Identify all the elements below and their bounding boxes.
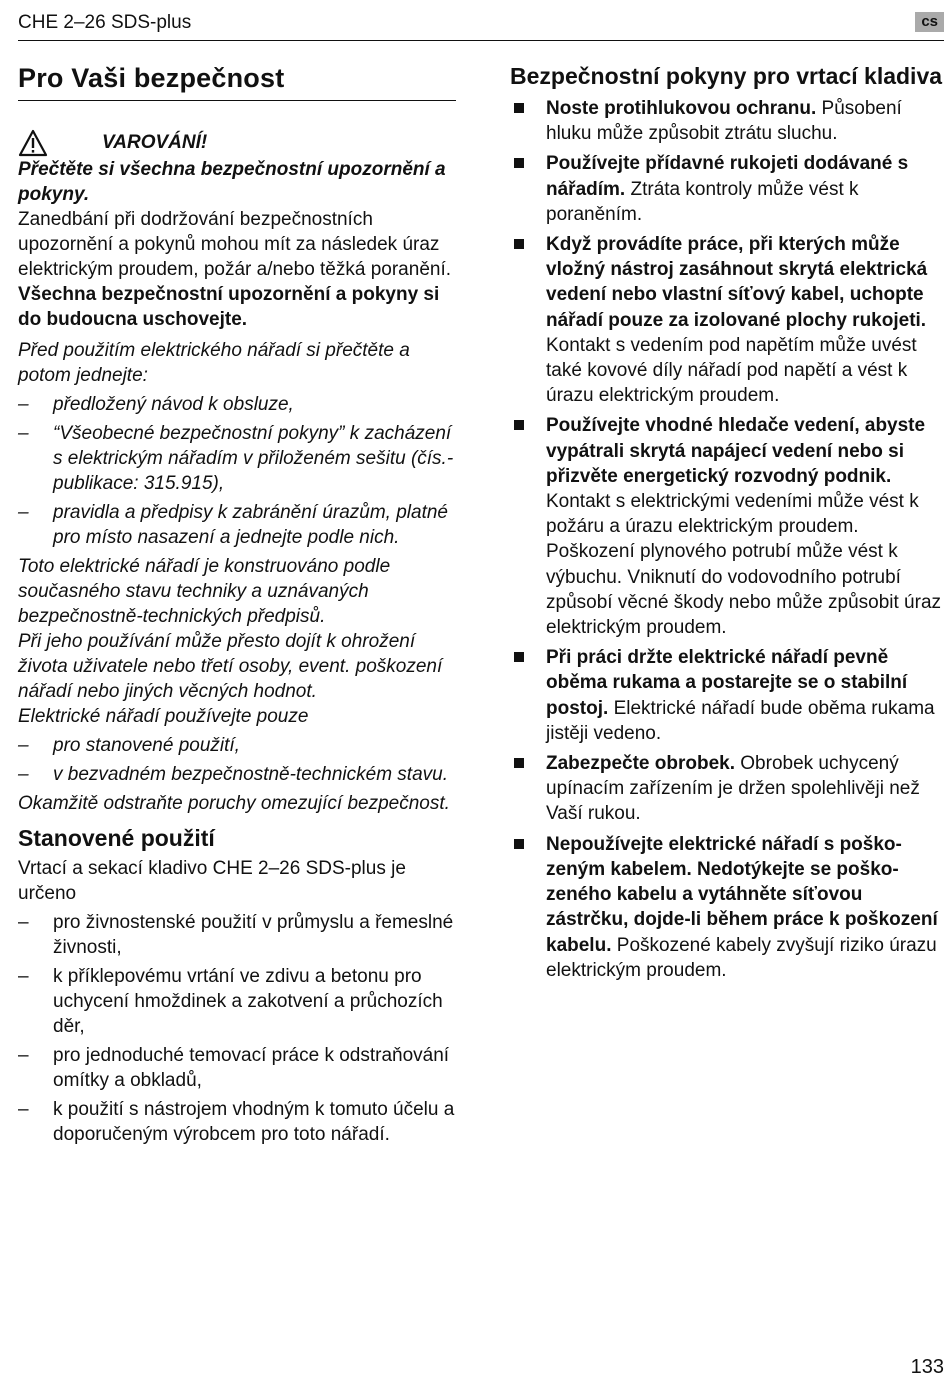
list-item: Používejte vhodné hledače vedení, abyste vypátrali skrytá napájecí vedení nebo si přizvěte energetický rozvodný podnik. Kontakt s elektrickými vedeními může vést k požáru a úrazu elektrickým proudem. Poškození plynového potrubí může vést k výbuchu. Vniknutí do vodovodního potrubí způsobí věcné škody nebo může způsobit úraz elektrickým proudem. [510, 413, 946, 640]
danger-text: Při jeho používání může přesto dojít k ohrožení života uživatele nebo třetí osoby, event. poškození nářadí nebo jiných věcných hodnot. [18, 631, 443, 702]
dash-mark: – [18, 1045, 29, 1066]
use-only-list [18, 733, 456, 787]
list-item: Při práci držte elektrické nářadí pevně oběma rukama a postarejte se o stabilní postoj. Elektrické nářadí bude oběma rukama jistěji vedeno. [510, 645, 946, 746]
warning-line [18, 129, 456, 157]
left-column [18, 62, 456, 1151]
list-item: – pravidla a předpisy k zabránění úrazům, platné pro místo nasazení a jednejte podle nich. [18, 502, 449, 548]
square-bullet-icon [514, 758, 524, 768]
warning-keep: Všechna bezpečnostní upozornění a pokyny si do budoucna uschovejte. [18, 284, 440, 330]
dash-mark: – [18, 966, 29, 987]
list-item: – pro živnostenské použití v průmyslu a řemeslné živnosti, [18, 912, 454, 958]
square-bullet-icon [514, 420, 524, 430]
warning-consequence: Zanedbání při dodržování bezpečnostních upozornění a pokynů mohou mít za následek úraz elektrickým proudem, požár a/nebo těžká poranění. [18, 209, 452, 280]
list-item: – “Všeobecné bezpečnostní pokyny” k zacházení s elektrickým nářadím v přiloženém sešitu (čís.-publikace: 315.915), [18, 423, 454, 494]
square-bullet-icon [514, 652, 524, 662]
warning-label: VAROVÁNÍ! [102, 132, 208, 153]
list-item: – pro jednoduché temovací práce k odstraňování omítky a obkladů, [18, 1045, 450, 1091]
warning-text [18, 207, 456, 332]
faults-text: Okamžitě odstraňte poruchy omezující bezpečnost. [18, 793, 450, 814]
dash-mark: – [18, 912, 29, 933]
list-item: – k příklepovému vrtání ve zdivu a betonu pro uchycení hmoždinek a zakotvení a průchozích děr, [18, 966, 443, 1037]
header-title: CHE 2–26 SDS-plus [18, 12, 192, 33]
page-number: 133 [910, 1356, 944, 1378]
dash-mark: – [18, 764, 29, 785]
list-item: Zabezpečte obrobek. Obrobek uchycený upínacím zařízením je držen spolehlivěji než Vaší rukou. [510, 751, 946, 827]
list-item: Noste protihlukovou ochranu. Působení hluku může způsobit ztrátu sluchu. [510, 96, 946, 146]
square-bullet-icon [514, 239, 524, 249]
list-item: – v bezvadném bezpečnostně-technickém stavu. [18, 764, 448, 785]
intended-use-intro: Vrtací a sekací kladivo CHE 2–26 SDS-plus je určeno [18, 858, 406, 904]
square-bullet-icon [514, 839, 524, 849]
dash-mark: – [18, 1099, 29, 1120]
page-header [18, 12, 944, 41]
dash-mark: – [18, 502, 29, 523]
warning-triangle-icon [18, 129, 48, 157]
dash-mark: – [18, 735, 29, 756]
dash-mark: – [18, 423, 29, 444]
list-item: – pro stanovené použití, [18, 735, 240, 756]
list-item: Používejte přídavné rukojeti dodávané s nářadím. Ztráta kontroly může vést k poraněním. [510, 151, 946, 227]
use-only-text: Elektrické nářadí používejte pouze [18, 706, 309, 727]
drill-safety-heading: Bezpečnostní pokyny pro vrtací kladiva [510, 63, 943, 89]
language-badge: cs [915, 12, 944, 32]
list-item: Nepoužívejte elektrické nářadí s poškozeným kabelem. Nedotýkejte se poškozeného kabelu a vytáhněte síťovou zástrčku, dojde-li během práce k poškození kabelu. Poškozené kabely zvyšují riziko úrazu elektrickým proudem. [510, 832, 946, 983]
square-bullet-icon [514, 103, 524, 113]
dash-mark: – [18, 394, 29, 415]
square-bullet-icon [514, 158, 524, 168]
intended-use-heading: Stanovené použití [18, 825, 215, 851]
right-column [510, 62, 946, 988]
list-item: Když provádíte práce, při kterých může vložný nástroj zasáhnout skrytá elektrická vedení nebo vlastní síťový kabel, uchopte nářadí pouze za izolované plochy rukojeti. Kontakt s vedením pod napětím může uvést také kovové díly nářadí pod napětí a vést k úrazu elektrickým proudem. [510, 232, 946, 408]
intended-use-list [18, 910, 456, 1147]
construction-text: Toto elektrické nářadí je konstruováno podle současného stavu techniky a uznávaných bezpečnostně-technických předpisů. [18, 556, 391, 627]
safety-heading: Pro Vaši bezpečnost [18, 62, 456, 101]
safety-list [510, 96, 946, 983]
before-use-list [18, 392, 456, 550]
list-item: – předložený návod k obsluze, [18, 394, 294, 415]
before-use-text: Před použitím elektrického nářadí si přečtěte a potom jednejte: [18, 340, 410, 386]
list-item: – k použití s nástrojem vhodným k tomuto účelu a doporučeným výrobcem pro toto nářadí. [18, 1099, 455, 1145]
warning-bold: Přečtěte si všechna bezpečnostní upozornění a pokyny. [18, 159, 446, 205]
